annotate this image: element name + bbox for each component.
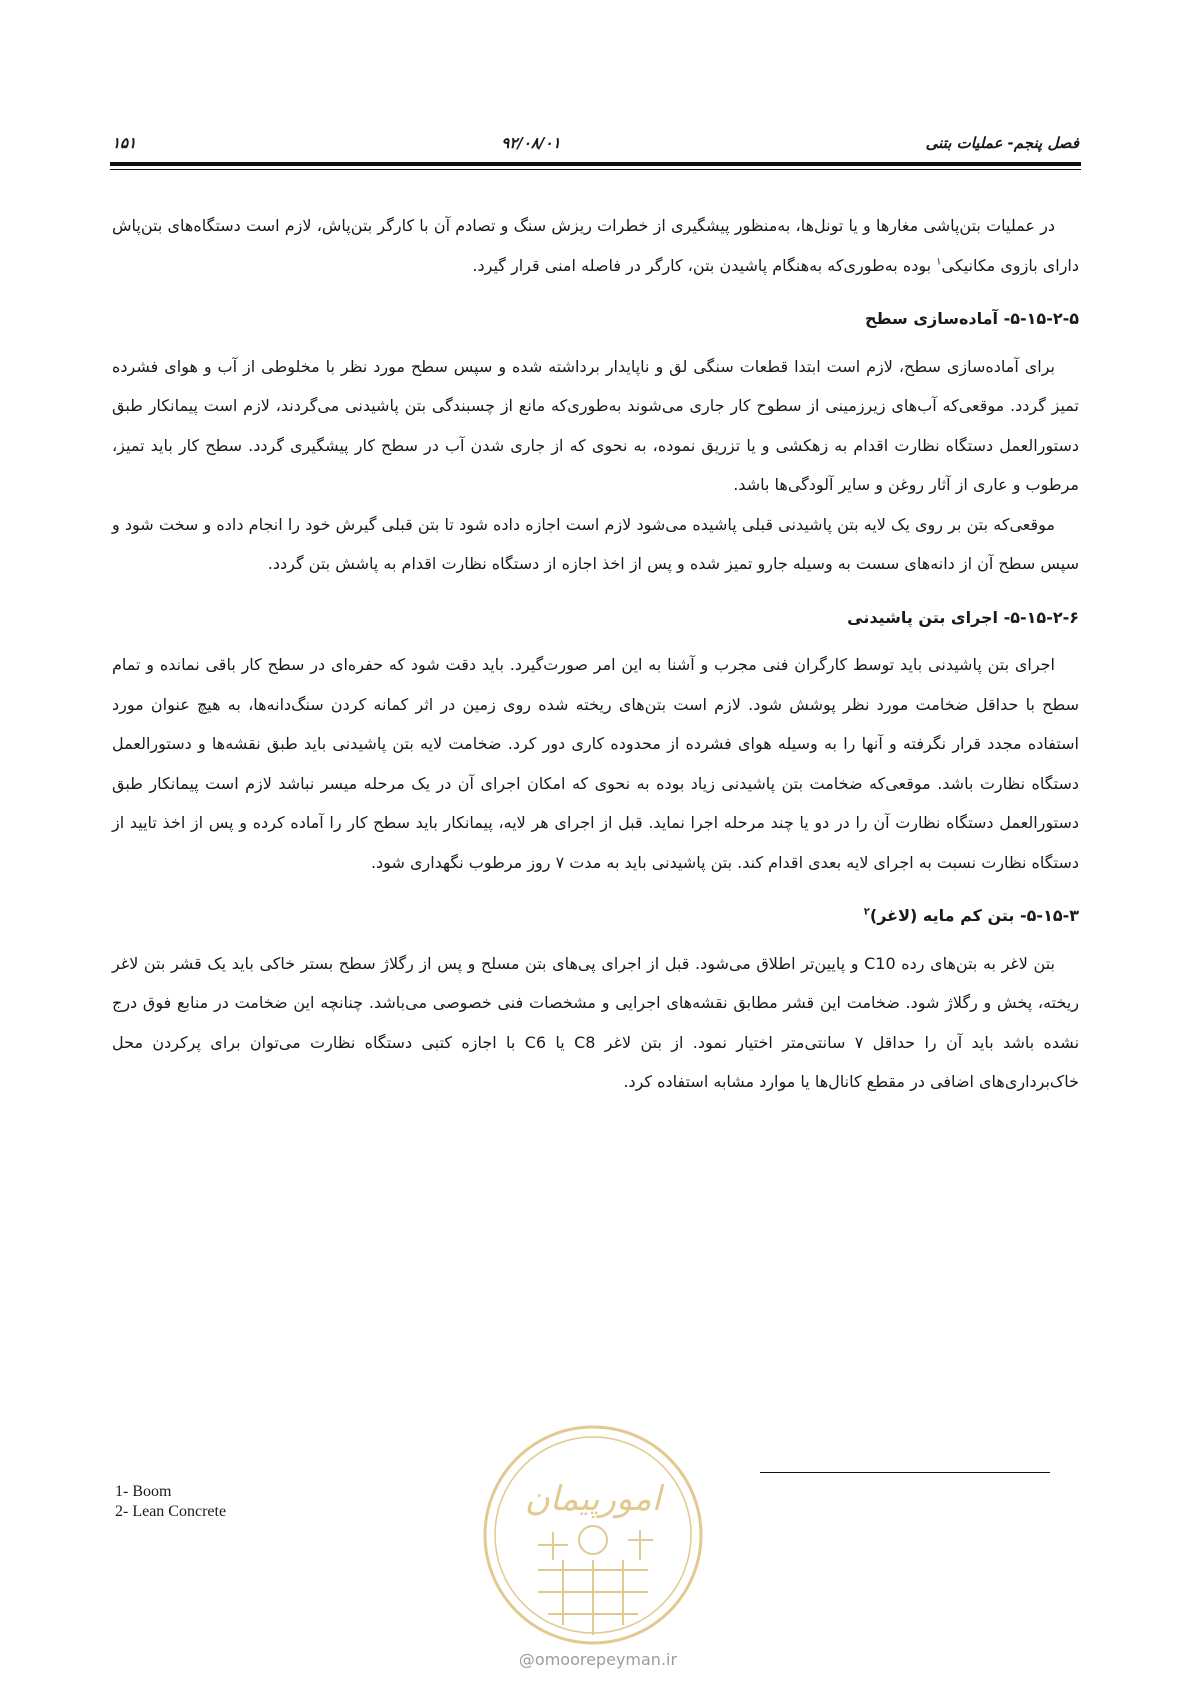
page-header <box>112 128 1079 158</box>
paragraph: بتن لاغر به بتن‌های رده C10 و پایین‌تر اطلاق می‌شود. قبل از اجرای پی‌های بتن مسلح و پس از رگلاژ سطح بستر خاکی باید یک قشر بتن لاغر ریخته، پخش و رگلاژ شود. ضخامت این قشر مطابق نقشه‌های اجرایی و مشخصات فنی خصوصی می‌باشد. چنانچه این ضخامت در منابع فوق درج نشده باشد باید آن را حداقل ۷ سانتی‌متر اختیار نمود. از بتن لاغر C8 یا C6 با اجازه کتبی دستگاه نظارت می‌توان برای پرکردن محل خاک‌برداری‌های اضافی در مقطع کانال‌ها یا موارد مشابه استفاده کرد. <box>112 953 1080 1091</box>
paragraph: برای آماده‌سازی سطح، لازم است ابتدا قطعات سنگی لق و ناپایدار برداشته شده و سپس سطح مورد نظر با مخلوطی از آب و هوای فشرده تمیز گردد. موقعی‌که آب‌های زیرزمینی از سطوح کار جاری می‌شوند به‌طوری‌که مانع از چسبندگی بتن پاشیدنی می‌گردند، لازم است پیمانکار طبق دستورالعمل دستگاه نظارت اقدام به زهکشی و یا تزریق نموده، به نحوی که از جاری شدن آب در سطح کار پیشگیری گردد. سطح کار باید تمیز، مرطوب و عاری از آثار روغن و سایر آلودگی‌ها باشد. <box>112 356 1079 494</box>
watermark-seal <box>478 1420 708 1650</box>
section-heading: ۵-۱۵-۲-۵- آماده‌سازی سطح <box>864 309 1079 328</box>
footnote-1: 1- Boom <box>115 1483 172 1500</box>
document-body <box>112 206 1079 1102</box>
footnote-ref[interactable]: ۲ <box>863 906 870 918</box>
paragraph: موقعی‌که بتن بر روی یک لایه بتن پاشیدنی قبلی پاشیده می‌شود لازم است اجازه داده شود تا بتن قبلی گیرش خود را انجام داده و سخت شود و سپس سطح آن از دانه‌های سست به وسیله جارو تمیز شده و پس از اخذ اجازه از دستگاه نظارت اقدام به پاشش بتن گردد. <box>112 514 1079 573</box>
page-number: ۱۵۱ <box>112 134 137 152</box>
footnote-ref[interactable]: ۱ <box>936 256 942 268</box>
watermark-url: @omoorepeyman.ir <box>518 1650 678 1669</box>
footnote-rule <box>760 1472 1050 1473</box>
paragraph: اجرای بتن پاشیدنی باید توسط کارگران فنی مجرب و آشنا به این امر صورت‌گیرد. باید دقت شود که حفره‌ای در سطح کار باقی نمانده و تمام سطح با حداقل ضخامت مورد نظر پوشش شود. لازم است بتن‌های ریخته شده روی زمین در اثر کمانه کردن سنگ‌دانه‌ها، به هیچ عنوان مورد استفاده مجدد قرار نگرفته و آنها را به وسیله هوای فشرده از محدوده کاری دور کرد. ضخامت لایه بتن پاشیدنی باید طبق نقشه‌ها و دستورالعمل دستگاه نظارت باشد. موقعی‌که ضخامت بتن پاشیدنی زیاد بوده به نحوی که امکان اجرای آن در یک مرحله میسر نباشد لازم است پیمانکار طبق دستورالعمل دستگاه نظارت آن را در دو یا چند مرحله اجرا نماید. قبل از اجرای هر لایه، پیمانکار باید سطح کار را آماده کرده و پس از اخذ تایید از دستگاه نظارت نسبت به اجرای لایه بعدی اقدام کند. بتن پاشیدنی باید به مدت ۷ روز مرطوب نگهداری شود. <box>112 655 1079 872</box>
header-rule-thin <box>110 169 1081 170</box>
header-rule-thick <box>110 162 1081 166</box>
seal-text: امورپیمان <box>524 1479 662 1519</box>
paragraph: در عملیات بتن‌پاشی مغارها و یا تونل‌ها، به‌منظور پیشگیری از خطرات ریزش سنگ و تصادم آن با کارگر بتن‌پاش، لازم است دستگاه‌های بتن‌پاش دارای بازوی مکانیکی$^۱$ بوده به‌طوری‌که به‌هنگام پاشیدن بتن، کارگر در فاصله امنی قرار گیرد. <box>112 216 1079 275</box>
header-date: ۹۲/۰۸/۰۱ <box>501 134 561 152</box>
footnote-2: 2- Lean Concrete <box>115 1503 227 1520</box>
section-heading: ۵-۱۵-۲-۶- اجرای بتن پاشیدنی <box>847 607 1079 627</box>
footnotes <box>115 1482 226 1522</box>
section-heading: ۵-۱۵-۳- بتن کم مایه (لاغر)$^۲$ <box>863 906 1079 925</box>
chapter-title: فصل پنجم- عملیات بتنی <box>925 134 1079 152</box>
